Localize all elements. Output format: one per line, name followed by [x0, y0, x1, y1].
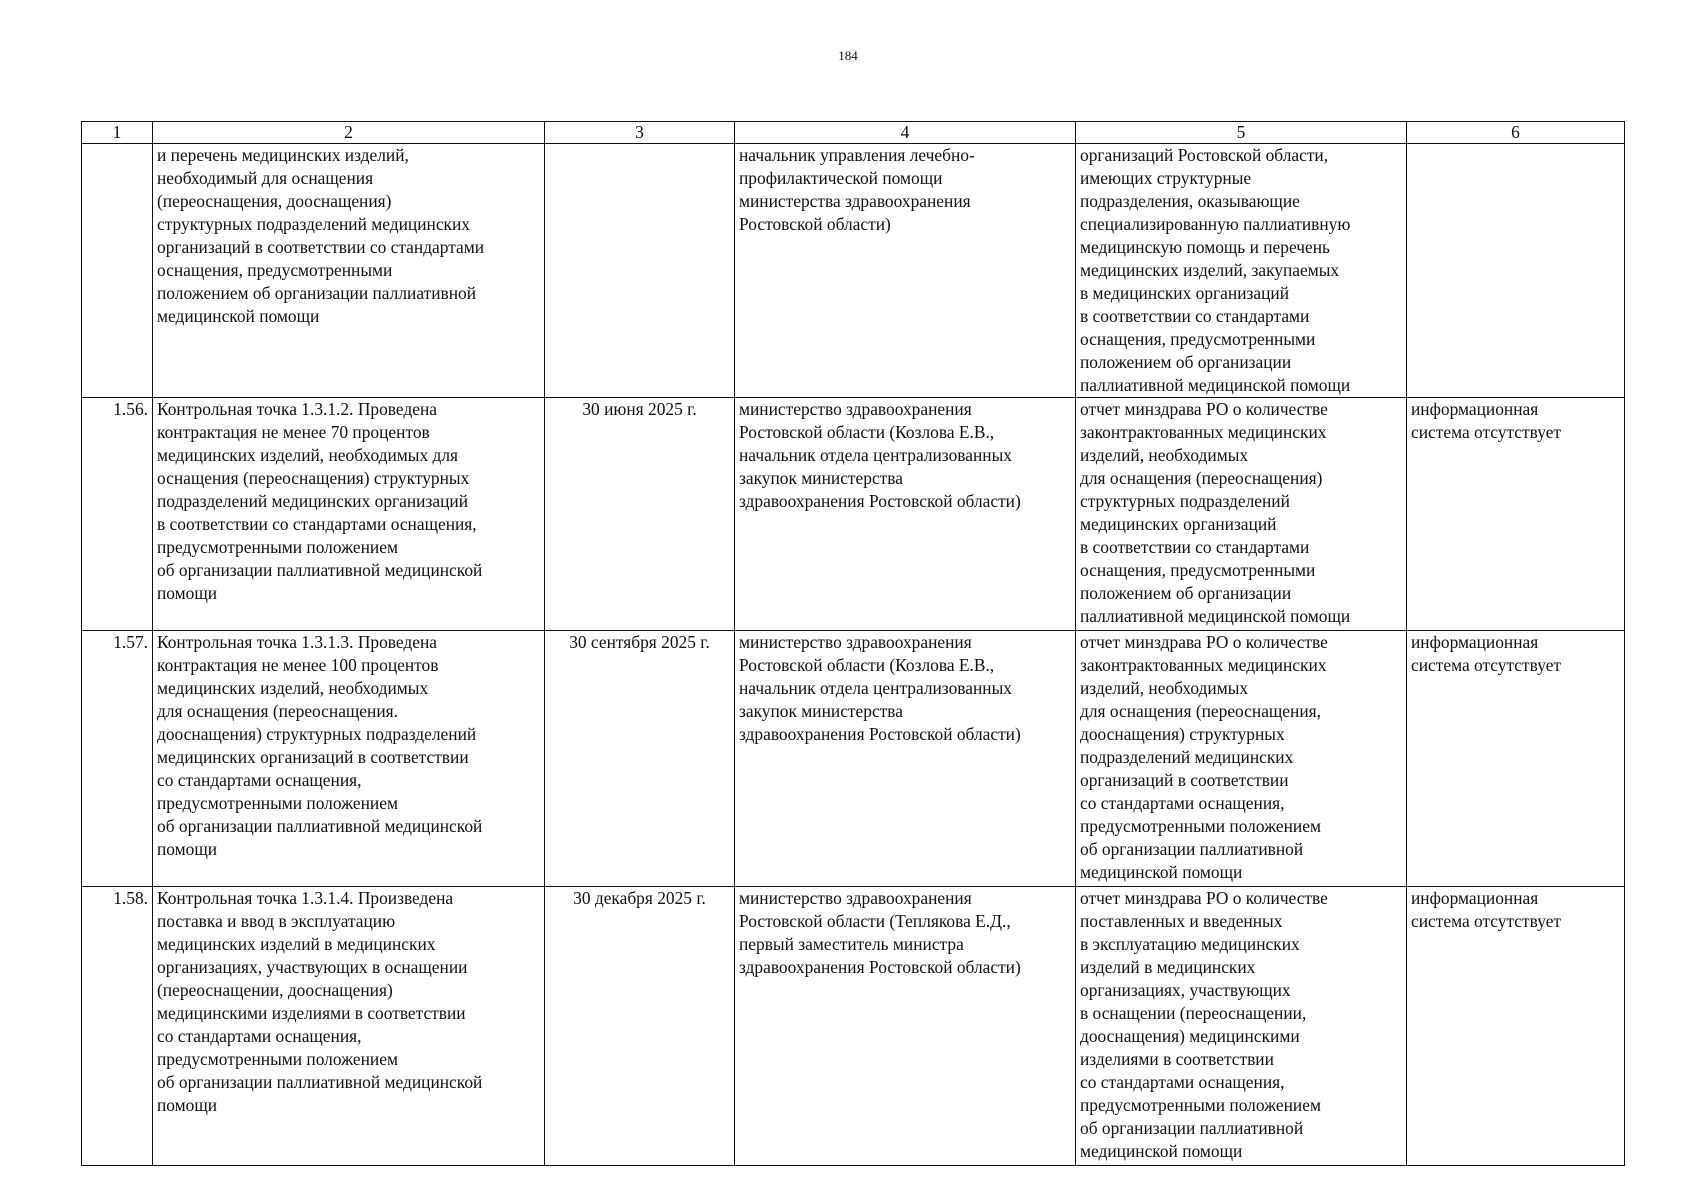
- due-date: 30 сентября 2025 г.: [545, 631, 735, 887]
- due-date: 30 июня 2025 г.: [545, 398, 735, 631]
- information-system: информационная система отсутствует: [1407, 398, 1625, 631]
- due-date: 30 декабря 2025 г.: [545, 887, 735, 1166]
- information-system: информационная система отсутствует: [1407, 631, 1625, 887]
- table-row: [82, 631, 1625, 887]
- row-number: 1.58.: [82, 887, 153, 1166]
- plan-table: [81, 121, 1625, 1166]
- column-header: 2: [153, 122, 545, 144]
- information-system: [1407, 144, 1625, 398]
- result-document: организаций Ростовской области, имеющих структурные подразделения, оказывающие специализированную паллиативную медицинскую помощь и перечень медицинских изделий, закупаемых в медицинских организаций в соответствии со стандартами оснащения, предусмотренными положением об организации паллиативной медицинской помощи: [1076, 144, 1407, 398]
- table-row: [82, 398, 1625, 631]
- result-document: отчет минздрава РО о количестве поставленных и введенных в эксплуатацию медицинских изделий в медицинских организациях, участвующих в оснащении (переоснащении, дооснащения) медицинскими изделиями в соответствии со стандартами оснащения, предусмотренными положением об организации паллиативной медицинской помощи: [1076, 887, 1407, 1166]
- task-description: и перечень медицинских изделий, необходимый для оснащения (переоснащения, дооснащения) структурных подразделений медицинских организаций в соответствии со стандартами оснащения, предусмотренными положением об организации паллиативной медицинской помощи: [153, 144, 545, 398]
- page-number: 184: [838, 48, 858, 63]
- row-number: [82, 144, 153, 398]
- column-header: 1: [82, 122, 153, 144]
- table-row: [82, 887, 1625, 1166]
- table-row: [82, 144, 1625, 398]
- column-header: 3: [545, 122, 735, 144]
- information-system: информационная система отсутствует: [1407, 887, 1625, 1166]
- responsible-executor: министерство здравоохранения Ростовской области (Козлова Е.В., начальник отдела централизованных закупок министерства здравоохранения Ростовской области): [735, 398, 1076, 631]
- row-number: 1.57.: [82, 631, 153, 887]
- column-header: 4: [735, 122, 1076, 144]
- column-header: 5: [1076, 122, 1407, 144]
- result-document: отчет минздрава РО о количестве законтрактованных медицинских изделий, необходимых для оснащения (переоснащения, дооснащения) структурных подразделений медицинских организаций в соответствии со стандартами оснащения, предусмотренными положением об организации паллиативной медицинской помощи: [1076, 631, 1407, 887]
- task-description: Контрольная точка 1.3.1.3. Проведена контрактация не менее 100 процентов медицинских изделий, необходимых для оснащения (переоснащения. дооснащения) структурных подразделений медицинских организаций в соответствии со стандартами оснащения, предусмотренными положением об организации паллиативной медицинской помощи: [153, 631, 545, 887]
- table-header-row: [82, 122, 1625, 144]
- task-description: Контрольная точка 1.3.1.2. Проведена контрактация не менее 70 процентов медицинских изделий, необходимых для оснащения (переоснащения) структурных подразделений медицинских организаций в соответствии со стандартами оснащения, предусмотренными положением об организации паллиативной медицинской помощи: [153, 398, 545, 631]
- responsible-executor: начальник управления лечебно- профилактической помощи министерства здравоохранения Ростовской области): [735, 144, 1076, 398]
- column-header: 6: [1407, 122, 1625, 144]
- task-description: Контрольная точка 1.3.1.4. Произведена поставка и ввод в эксплуатацию медицинских изделий в медицинских организациях, участвующих в оснащении (переоснащении, дооснащения) медицинскими изделиями в соответствии со стандартами оснащения, предусмотренными положением об организации паллиативной медицинской помощи: [153, 887, 545, 1166]
- responsible-executor: министерство здравоохранения Ростовской области (Козлова Е.В., начальник отдела централизованных закупок министерства здравоохранения Ростовской области): [735, 631, 1076, 887]
- row-number: 1.56.: [82, 398, 153, 631]
- result-document: отчет минздрава РО о количестве законтрактованных медицинских изделий, необходимых для оснащения (переоснащения) структурных подразделений медицинских организаций в соответствии со стандартами оснащения, предусмотренными положением об организации паллиативной медицинской помощи: [1076, 398, 1407, 631]
- responsible-executor: министерство здравоохранения Ростовской области (Теплякова Е.Д., первый заместитель министра здравоохранения Ростовской области): [735, 887, 1076, 1166]
- due-date: [545, 144, 735, 398]
